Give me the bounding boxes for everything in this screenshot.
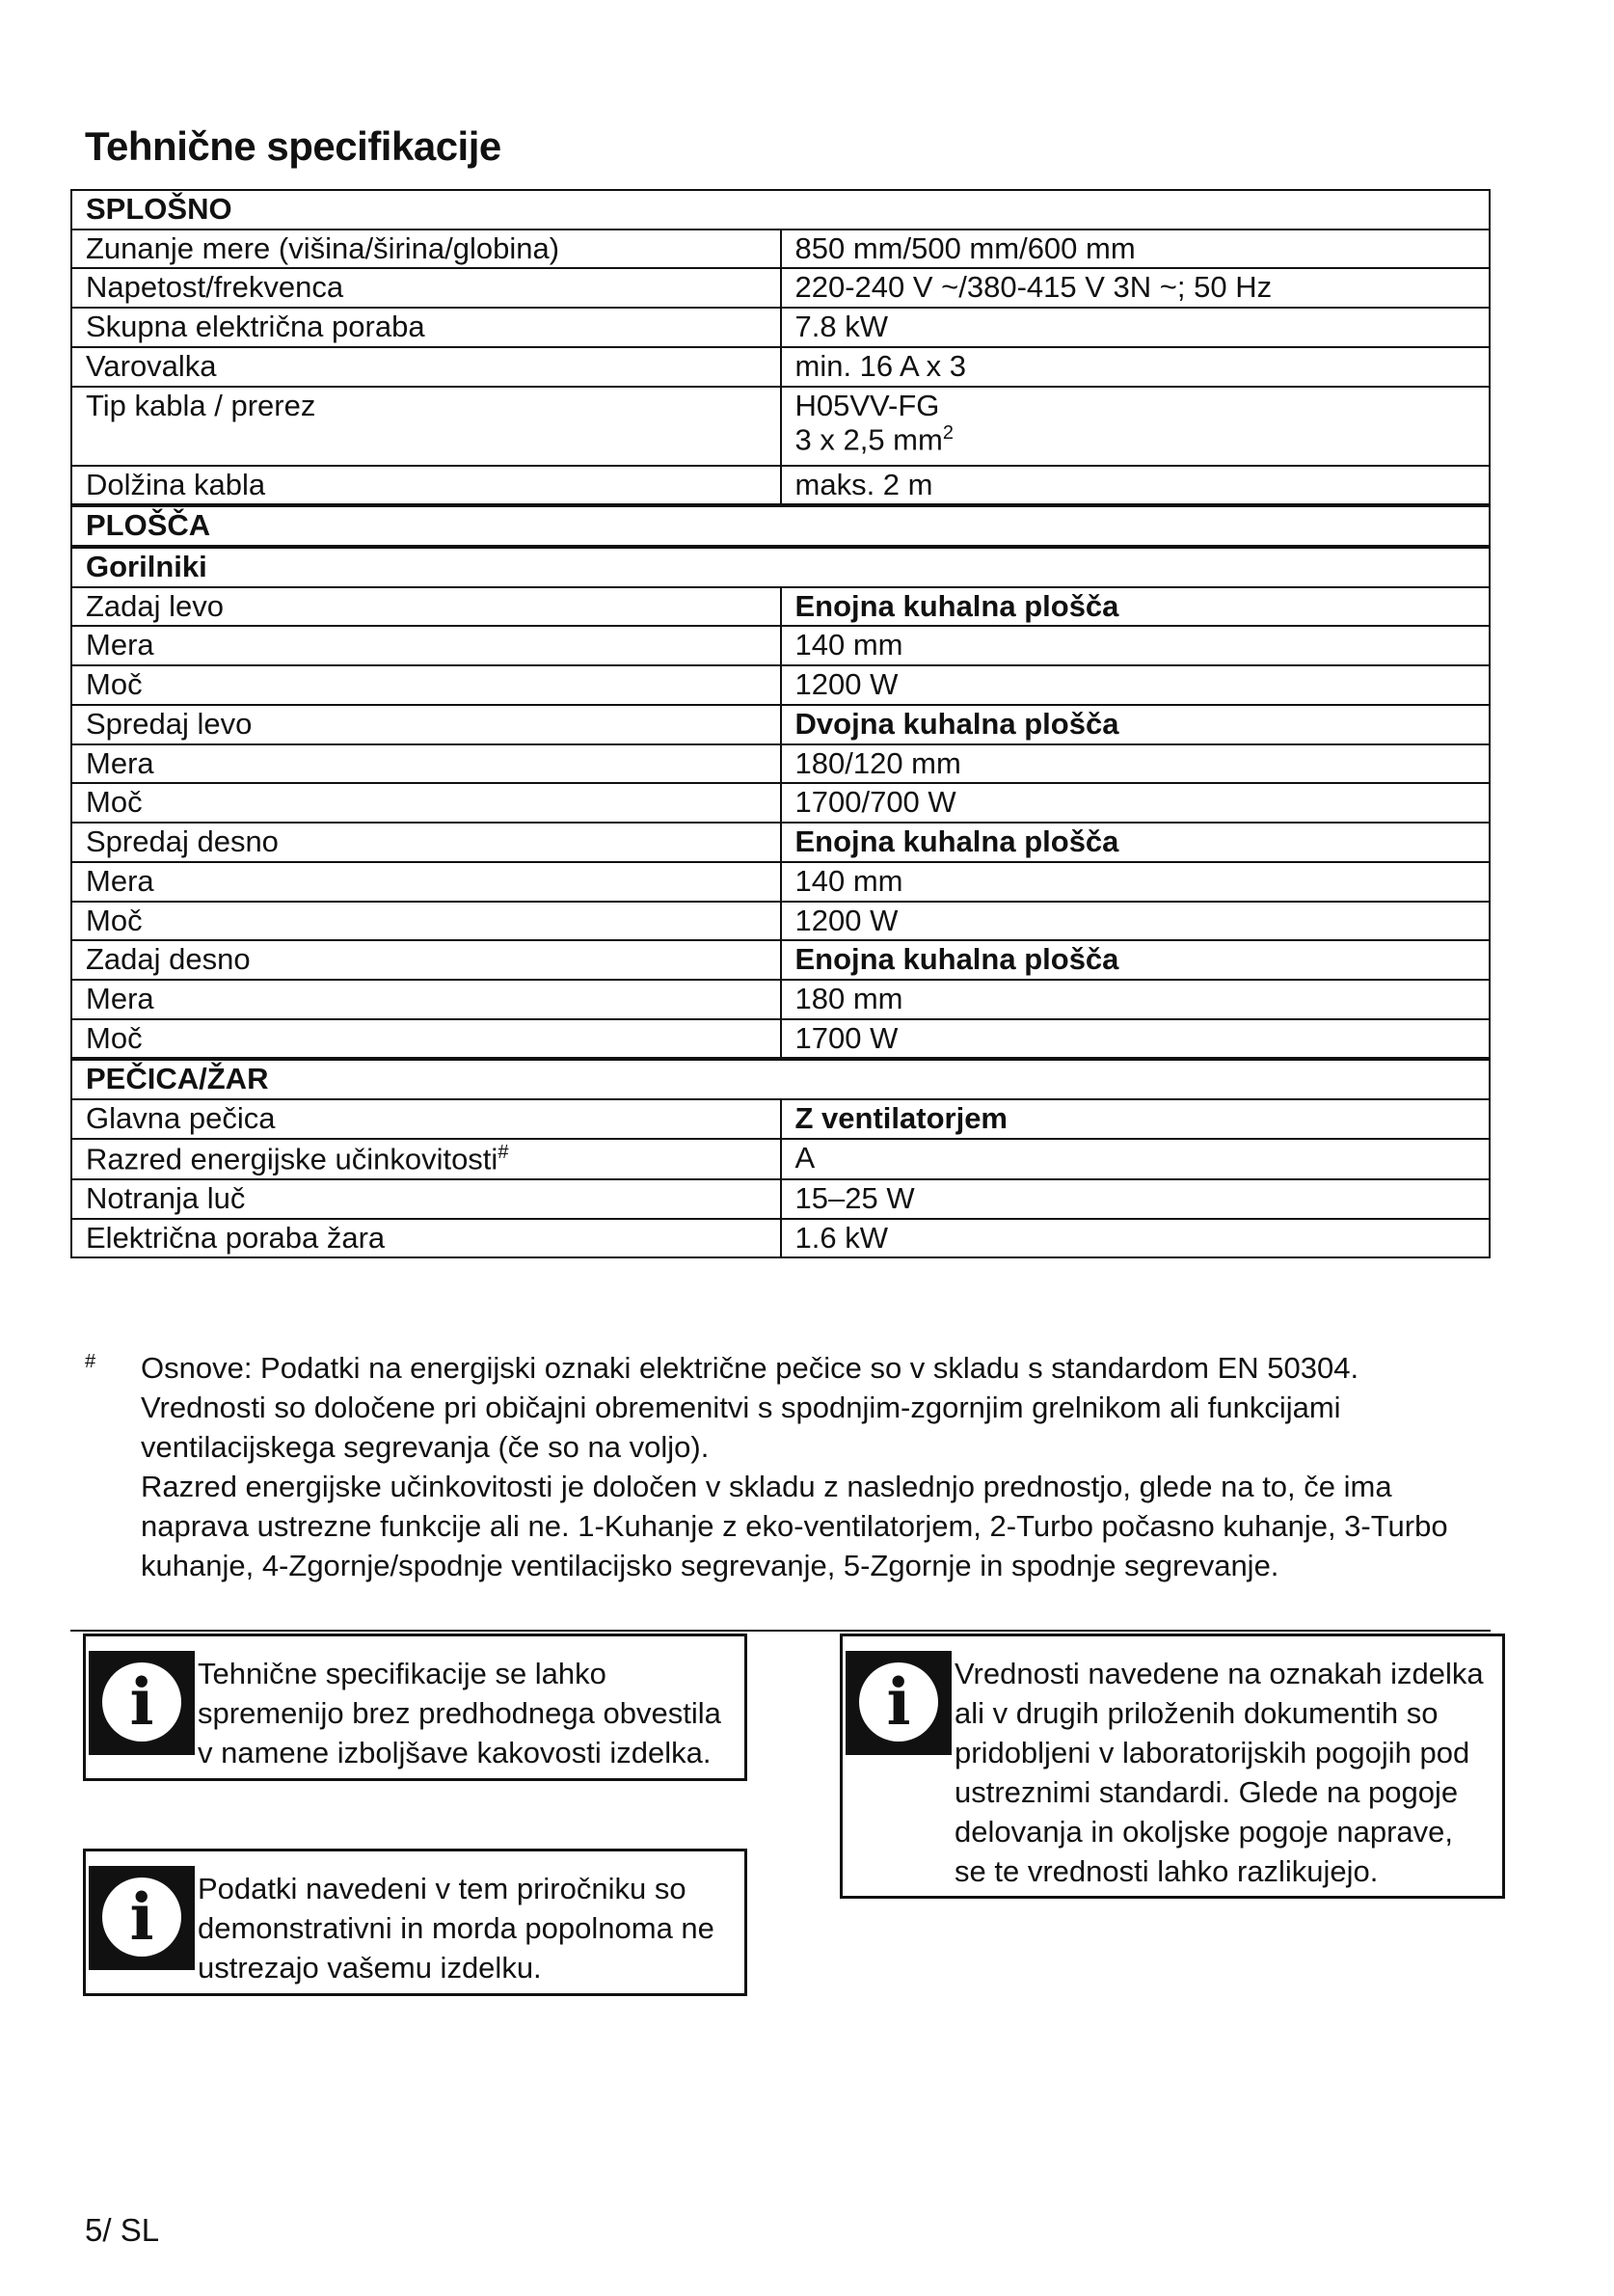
spec-label: Moč bbox=[71, 665, 781, 705]
spec-label: Električna poraba žara bbox=[71, 1219, 781, 1258]
spec-label: Zunanje mere (višina/širina/globina) bbox=[71, 230, 781, 269]
table-row bbox=[71, 347, 1490, 387]
spec-value-2: 3 x 2,5 mm bbox=[794, 422, 943, 457]
spec-value: 1200 W bbox=[781, 665, 1491, 705]
info-note-demonstrative bbox=[83, 1849, 747, 1996]
info-note-specs bbox=[83, 1634, 747, 1781]
spec-value: min. 16 A x 3 bbox=[781, 347, 1491, 387]
spec-label: Dolžina kabla bbox=[71, 466, 781, 506]
spec-value: 1700 W bbox=[781, 1019, 1491, 1060]
spec-label: Spredaj levo bbox=[71, 705, 781, 744]
superscript: 2 bbox=[942, 422, 954, 445]
spec-label: Zadaj desno bbox=[71, 940, 781, 980]
spec-value: 7.8 kW bbox=[781, 308, 1491, 347]
section-subheader-row bbox=[71, 547, 1490, 587]
spec-label-cell bbox=[71, 1139, 781, 1179]
section-header-general: SPLOŠNO bbox=[71, 190, 1490, 230]
spec-label: Mera bbox=[71, 980, 781, 1019]
spec-label: Tip kabla / prerez bbox=[71, 387, 781, 466]
table-row bbox=[71, 980, 1490, 1019]
section-header-row bbox=[71, 1059, 1490, 1099]
section-header-row bbox=[71, 505, 1490, 547]
table-row bbox=[71, 587, 1490, 627]
table-row bbox=[71, 823, 1490, 862]
table-row bbox=[71, 466, 1490, 506]
section-header-oven: PEČICA/ŽAR bbox=[71, 1059, 1490, 1099]
info-icon bbox=[89, 1866, 195, 1970]
table-row bbox=[71, 626, 1490, 665]
spec-value: 180/120 mm bbox=[781, 744, 1491, 784]
table-row bbox=[71, 268, 1490, 308]
info-note-text: Tehnične specifikacije se lahko spremenijo brez predhodnega obvestila v namene izboljšave kakovosti izdelka. bbox=[198, 1657, 721, 1769]
info-icon bbox=[89, 1651, 195, 1755]
spec-value: maks. 2 m bbox=[781, 466, 1491, 506]
table-row bbox=[71, 1179, 1490, 1219]
table-row bbox=[71, 1219, 1490, 1258]
footnote bbox=[85, 1348, 1473, 1585]
spec-value: 850 mm/500 mm/600 mm bbox=[781, 230, 1491, 269]
spec-value-line2 bbox=[795, 422, 1476, 457]
section-subheader-burners: Gorilniki bbox=[71, 547, 1490, 587]
spec-label: Razred energijske učinkovitosti bbox=[86, 1142, 498, 1176]
spec-label: Skupna električna poraba bbox=[71, 308, 781, 347]
table-row bbox=[71, 940, 1490, 980]
spec-table bbox=[70, 189, 1491, 1258]
info-icon-glyph: i bbox=[859, 1662, 938, 1742]
info-note-values bbox=[840, 1634, 1505, 1899]
spec-label: Napetost/frekvenca bbox=[71, 268, 781, 308]
spec-label: Moč bbox=[71, 1019, 781, 1060]
table-row bbox=[71, 308, 1490, 347]
table-row bbox=[71, 387, 1490, 466]
spec-value: 1.6 kW bbox=[781, 1219, 1491, 1258]
table-row bbox=[71, 1099, 1490, 1139]
spec-value: 220-240 V ~/380-415 V 3N ~; 50 Hz bbox=[781, 268, 1491, 308]
info-icon-glyph: i bbox=[102, 1877, 181, 1957]
table-row bbox=[71, 705, 1490, 744]
spec-value: 180 mm bbox=[781, 980, 1491, 1019]
spec-label: Notranja luč bbox=[71, 1179, 781, 1219]
spec-value: 140 mm bbox=[781, 862, 1491, 902]
info-note-text: Podatki navedeni v tem priročniku so demonstrativni in morda popolnoma ne ustrezajo vašemu izdelku. bbox=[198, 1872, 714, 1985]
spec-label: Mera bbox=[71, 862, 781, 902]
table-row bbox=[71, 1019, 1490, 1060]
table-row bbox=[71, 783, 1490, 823]
footnote-text-2: Razred energijske učinkovitosti je določen v skladu z naslednjo prednostjo, glede na to, če ima naprava ustrezne funkcije ali ne. 1-Kuhanje z eko-ventilatorjem, 2-Turbo počasno kuhanje, 3-Turbo kuhanje, 4-Zgornje/spodnje ventilacijsko segrevanje, 5-Zgornje in spodnje segrevanje. bbox=[141, 1470, 1448, 1582]
table-row bbox=[71, 665, 1490, 705]
spec-label: Moč bbox=[71, 902, 781, 941]
spec-value: A bbox=[781, 1139, 1491, 1179]
table-row bbox=[71, 1139, 1490, 1179]
spec-label: Spredaj desno bbox=[71, 823, 781, 862]
spec-value: Enojna kuhalna plošča bbox=[781, 823, 1491, 862]
spec-value: 1200 W bbox=[781, 902, 1491, 941]
footnote-mark: # bbox=[85, 1351, 96, 1372]
spec-value: Dvojna kuhalna plošča bbox=[781, 705, 1491, 744]
spec-value-cell bbox=[781, 387, 1491, 466]
page-number: 5/ SL bbox=[85, 2212, 160, 2248]
table-row bbox=[71, 744, 1490, 784]
superscript: # bbox=[498, 1141, 509, 1163]
spec-label: Moč bbox=[71, 783, 781, 823]
info-icon bbox=[846, 1651, 952, 1755]
spec-label: Glavna pečica bbox=[71, 1099, 781, 1139]
spec-label: Mera bbox=[71, 626, 781, 665]
spec-value: H05VV-FG bbox=[794, 388, 940, 422]
spec-label: Zadaj levo bbox=[71, 587, 781, 627]
spec-value: 140 mm bbox=[781, 626, 1491, 665]
table-row bbox=[71, 902, 1490, 941]
page-title: Tehnične specifikacije bbox=[85, 123, 501, 169]
spec-label: Mera bbox=[71, 744, 781, 784]
spec-value: Z ventilatorjem bbox=[781, 1099, 1491, 1139]
table-row bbox=[71, 862, 1490, 902]
footnote-text-1: Osnove: Podatki na energijski oznaki električne pečice so v skladu s standardom EN 50304. Vrednosti so določene pri običajni obremenitvi s spodnjim-zgornjim grelnikom ali funkcijami ventilacijskega segrevanja (če so na voljo). bbox=[141, 1351, 1359, 1464]
section-header-hob: PLOŠČA bbox=[71, 505, 1490, 547]
divider bbox=[70, 1630, 1491, 1632]
info-note-text: Vrednosti navedene na oznakah izdelka ali v drugih priloženih dokumentih so pridobljeni v laboratorijskih pogojih pod ustreznimi standardi. Glede na pogoje delovanja in okoljske pogoje naprave, se te vrednosti lahko razlikujejo. bbox=[955, 1657, 1484, 1888]
spec-value: Enojna kuhalna plošča bbox=[781, 587, 1491, 627]
table-row bbox=[71, 230, 1490, 269]
spec-label: Varovalka bbox=[71, 347, 781, 387]
spec-value: Enojna kuhalna plošča bbox=[781, 940, 1491, 980]
section-header-row bbox=[71, 190, 1490, 230]
spec-value: 1700/700 W bbox=[781, 783, 1491, 823]
info-icon-glyph: i bbox=[102, 1662, 181, 1742]
spec-value: 15–25 W bbox=[781, 1179, 1491, 1219]
